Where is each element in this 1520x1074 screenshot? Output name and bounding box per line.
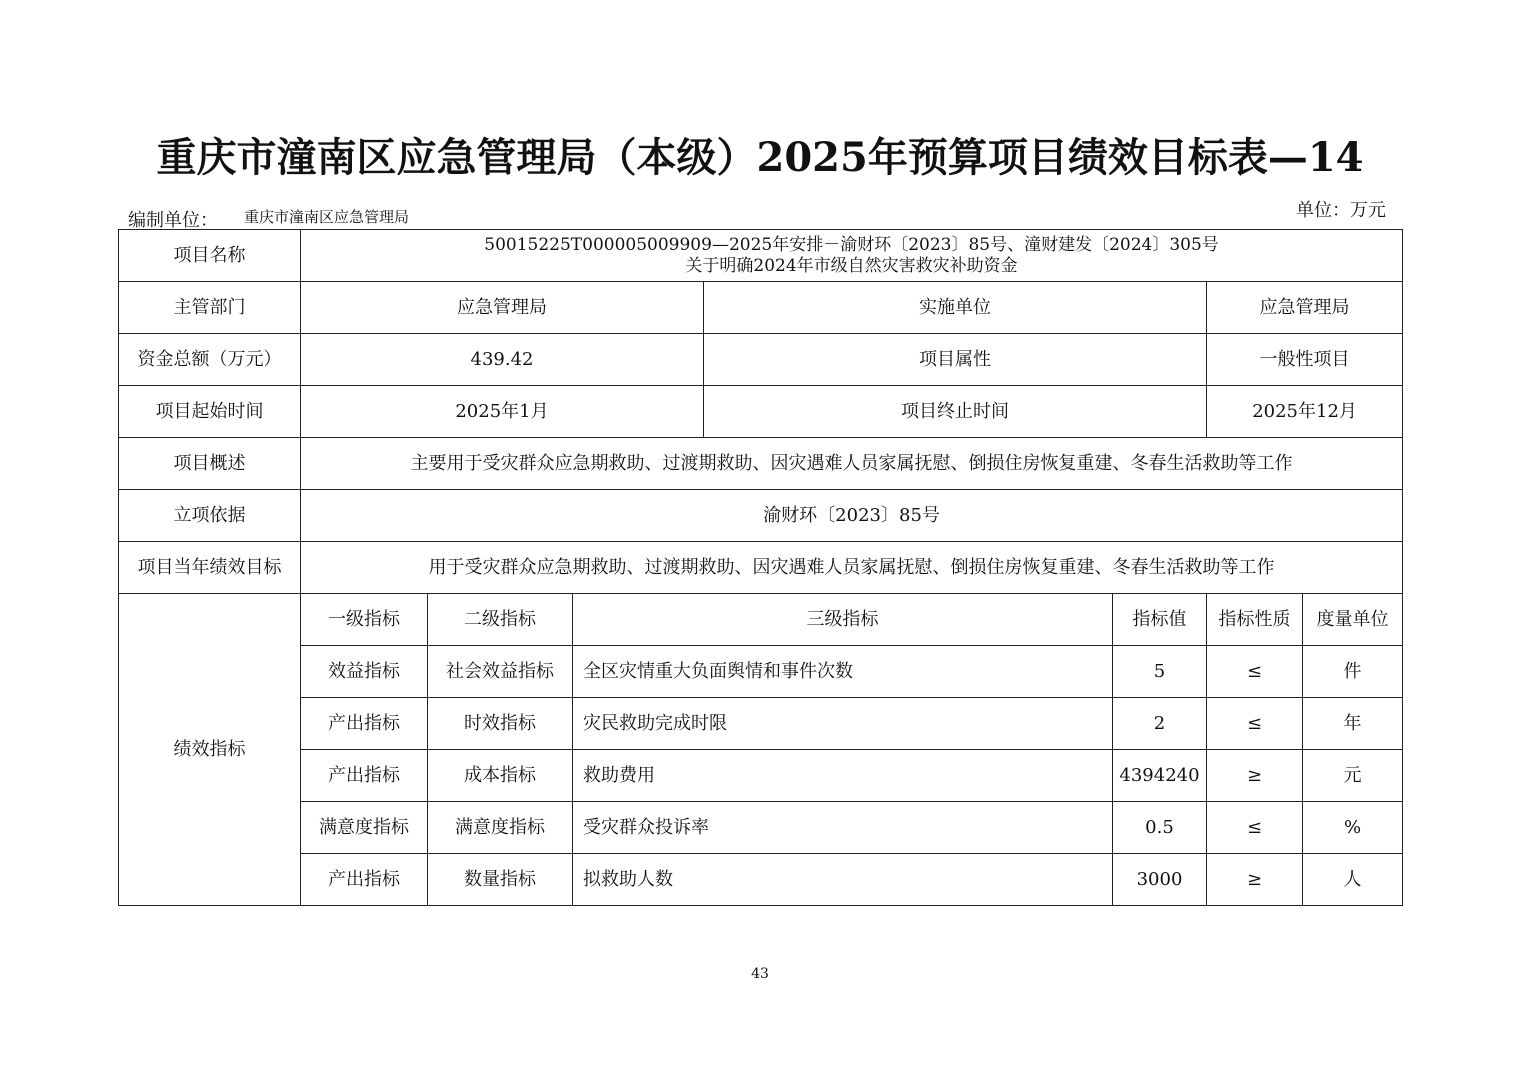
- unit-label: 单位：万元: [1296, 200, 1386, 221]
- header-level1: 一级指标: [301, 594, 428, 646]
- value-cell: 0.5: [1113, 802, 1207, 854]
- org-label: 编制单位：: [128, 210, 218, 231]
- nature-cell: ≥: [1207, 750, 1303, 802]
- header-row: [0, 192, 1520, 232]
- value-cell: 4394240: [1113, 750, 1207, 802]
- level3-cell: 全区灾情重大负面舆情和事件次数: [573, 646, 1113, 698]
- fund-label: 资金总额（万元）: [119, 334, 301, 386]
- overview-label: 项目概述: [119, 438, 301, 490]
- impl-value: 应急管理局: [1207, 282, 1403, 334]
- attr-label: 项目属性: [704, 334, 1207, 386]
- level2-cell: 数量指标: [428, 854, 573, 906]
- attr-value: 一般性项目: [1207, 334, 1403, 386]
- page-number: 43: [751, 966, 769, 982]
- org-value: 重庆市潼南区应急管理局: [244, 208, 410, 226]
- start-label: 项目起始时间: [119, 386, 301, 438]
- indicator-row: [119, 750, 1403, 802]
- row-basis: [119, 490, 1403, 542]
- unit-cell: 件: [1303, 646, 1403, 698]
- impl-label: 实施单位: [704, 282, 1207, 334]
- project-name-line2: 关于明确2024年市级自然灾害救灾补助资金: [685, 255, 1018, 276]
- start-value: 2025年1月: [301, 386, 704, 438]
- level3-cell: 救助费用: [573, 750, 1113, 802]
- goal-value: 用于受灾群众应急期救助、过渡期救助、因灾遇难人员家属抚慰、倒损住房恢复重建、冬春生活救助等工作: [301, 542, 1403, 594]
- dept-value: 应急管理局: [301, 282, 704, 334]
- header-value: 指标值: [1113, 594, 1207, 646]
- value-cell: 3000: [1113, 854, 1207, 906]
- indicator-row: [119, 854, 1403, 906]
- unit-cell: 元: [1303, 750, 1403, 802]
- project-name-label: 项目名称: [119, 230, 301, 282]
- end-value: 2025年12月: [1207, 386, 1403, 438]
- unit-cell: %: [1303, 802, 1403, 854]
- header-level3: 三级指标: [573, 594, 1113, 646]
- indicator-row: [119, 802, 1403, 854]
- indicator-header-row: [119, 594, 1403, 646]
- indicator-section-label: 绩效指标: [119, 594, 301, 906]
- level2-cell: 成本指标: [428, 750, 573, 802]
- nature-cell: ≤: [1207, 646, 1303, 698]
- header-level2: 二级指标: [428, 594, 573, 646]
- dept-label: 主管部门: [119, 282, 301, 334]
- level1-cell: 产出指标: [301, 854, 428, 906]
- level3-cell: 拟救助人数: [573, 854, 1113, 906]
- document-title: 重庆市潼南区应急管理局（本级）2025年预算项目绩效目标表—14: [156, 134, 1364, 181]
- basis-label: 立项依据: [119, 490, 301, 542]
- fund-value: 439.42: [301, 334, 704, 386]
- level1-cell: 产出指标: [301, 698, 428, 750]
- indicator-row: [119, 646, 1403, 698]
- level1-cell: 产出指标: [301, 750, 428, 802]
- overview-value: 主要用于受灾群众应急期救助、过渡期救助、因灾遇难人员家属抚慰、倒损住房恢复重建、冬春生活救助等工作: [301, 438, 1403, 490]
- row-project-name: [119, 230, 1403, 282]
- row-goal: [119, 542, 1403, 594]
- level2-cell: 时效指标: [428, 698, 573, 750]
- level1-cell: 满意度指标: [301, 802, 428, 854]
- row-time: [119, 386, 1403, 438]
- level1-cell: 效益指标: [301, 646, 428, 698]
- performance-target-table: [118, 229, 1403, 906]
- project-name-line1: 50015225T000005009909—2025年安排－渝财环〔2023〕85号、潼财建发〔2024〕305号: [484, 234, 1219, 255]
- basis-value: 渝财环〔2023〕85号: [301, 490, 1403, 542]
- level3-cell: 受灾群众投诉率: [573, 802, 1113, 854]
- end-label: 项目终止时间: [704, 386, 1207, 438]
- level3-cell: 灾民救助完成时限: [573, 698, 1113, 750]
- header-nature: 指标性质: [1207, 594, 1303, 646]
- indicator-row: [119, 698, 1403, 750]
- nature-cell: ≤: [1207, 698, 1303, 750]
- unit-cell: 年: [1303, 698, 1403, 750]
- level2-cell: 满意度指标: [428, 802, 573, 854]
- row-fund: [119, 334, 1403, 386]
- level2-cell: 社会效益指标: [428, 646, 573, 698]
- nature-cell: ≤: [1207, 802, 1303, 854]
- unit-cell: 人: [1303, 854, 1403, 906]
- nature-cell: ≥: [1207, 854, 1303, 906]
- project-name-value: [301, 230, 1403, 282]
- value-cell: 5: [1113, 646, 1207, 698]
- row-overview: [119, 438, 1403, 490]
- goal-label: 项目当年绩效目标: [119, 542, 301, 594]
- row-department: [119, 282, 1403, 334]
- header-unit: 度量单位: [1303, 594, 1403, 646]
- value-cell: 2: [1113, 698, 1207, 750]
